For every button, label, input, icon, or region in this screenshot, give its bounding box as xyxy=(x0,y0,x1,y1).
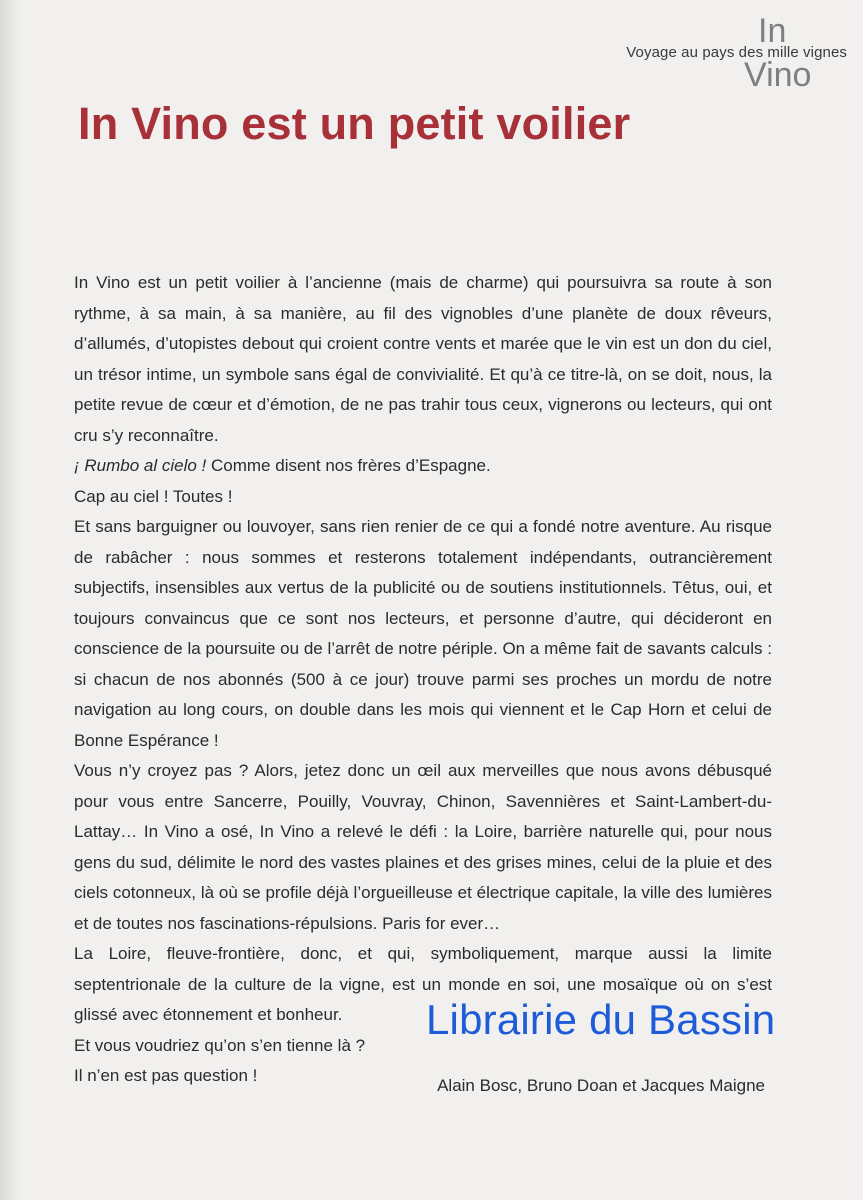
paragraph-3: Cap au ciel ! Toutes ! xyxy=(74,486,233,506)
page-title: In Vino est un petit voilier xyxy=(78,98,631,149)
bookshop-watermark: Librairie du Bassin xyxy=(426,996,776,1043)
paragraph-7: Et vous voudriez qu’on s’en tienne là ? xyxy=(74,1035,366,1055)
logo-vino-text: Vino xyxy=(744,56,812,94)
paragraph-8: Il n’en est pas question ! xyxy=(74,1066,258,1085)
authors-signature: Alain Bosc, Bruno Doan et Jacques Maigne xyxy=(437,1076,765,1095)
article-body xyxy=(74,268,772,1092)
paragraph-6: La Loire, fleuve-frontière, donc, et qui, symboliquement, marque aussi la limite septentrionale de la culture de la vigne, est un monde en soi, une mosaïque où on s’est glissé avec étonnement et bonheur. xyxy=(74,944,772,1024)
running-header-tagline: Voyage au pays des mille vignes xyxy=(626,44,847,61)
paragraph-4: Et sans barguigner ou louvoyer, sans rien renier de ce qui a fondé notre aventure. Au risque de rabâcher : nous sommes et resterons totalement indépendants, outrancièrement subjectifs, insensibles aux vertus de la publicité ou de soutiens institutionnels. Têtus, oui, et toujours convaincus que ce sont nos lecteurs, et personne d’autre, qui décideront en conscience de la poursuite ou de l’arrêt de notre périple. On a même fait de savants calculs : si chacun de nos abonnés (500 à ce jour) trouve parmi ses proches un mordu de notre navigation au long cours, on double dans les mois qui viennent et le Cap Horn et celui de Bonne Espérance ! xyxy=(74,517,772,750)
spanish-quote: ¡ Rumbo al cielo ! xyxy=(74,456,207,475)
paragraph-5: Vous n’y croyez pas ? Alors, jetez donc un œil aux merveilles que nous avons débusqué pour vous entre Sancerre, Pouilly, Vouvray, Chinon, Savennières et Saint-Lambert-du-Lattay… In Vino a osé, In Vino a relevé le défi : la Loire, barrière naturelle qui, pour nous gens du sud, délimite le nord des vastes plaines et des grises mines, celui de la pluie et des ciels cotonneux, là où se profile déjà l’orgueilleuse et électrique capitale, la ville des lumières et de toutes nos fascinations-répulsions. Paris for ever… xyxy=(74,761,772,933)
logo-in-text: In xyxy=(758,12,787,50)
paragraph-2: ¡ Rumbo al cielo ! Comme disent nos frères d’Espagne. xyxy=(74,456,491,475)
paragraph-1: In Vino est un petit voilier à l’ancienne (mais de charme) qui poursuivra sa route à son rythme, à sa main, à sa manière, au fil des vignobles d’une planète de doux rêveurs, d’allumés, d’utopistes debout qui croient contre vents et marée que le vin est un don du ciel, un trésor intime, un symbole sans égal de convivialité. Et qu’à ce titre-là, on se doit, nous, la petite revue de cœur et d’émotion, de ne pas trahir tous ceux, vignerons ou lecteurs, qui ont cru s’y reconnaître. xyxy=(74,273,772,445)
page-edge-shadow xyxy=(0,0,22,1200)
